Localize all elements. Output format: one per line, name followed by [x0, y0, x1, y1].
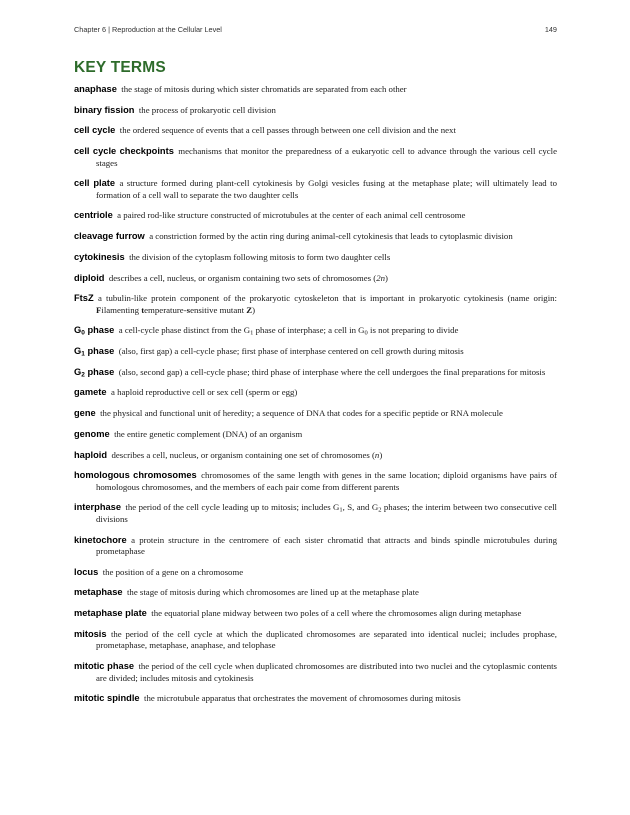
- glossary-entry: [74, 470, 557, 493]
- page-number: 149: [544, 25, 557, 34]
- glossary-term: cell cycle checkpoints: [74, 146, 174, 157]
- glossary-term: cytokinesis: [74, 251, 125, 262]
- glossary-definition: describes a cell, nucleus, or organism containing two sets of chromosomes (2n): [108, 272, 388, 283]
- glossary-definition: the microtubule apparatus that orchestrates the movement of chromosomes during mitosis: [144, 693, 461, 704]
- glossary-definition: a cell-cycle phase distinct from the $G_1$ phase of interphase; a cell in $G_0$ is not preparing to divide: [118, 325, 459, 337]
- glossary-term: diploid: [74, 272, 105, 283]
- glossary-term: kinetochore: [74, 534, 127, 545]
- glossary-entry: [74, 367, 557, 379]
- glossary-entry: [74, 693, 557, 705]
- glossary-definition: the division of the cytoplasm following mitosis to form two daughter cells: [129, 251, 391, 262]
- glossary-entry: [74, 346, 557, 358]
- glossary-term: metaphase plate: [74, 608, 147, 619]
- glossary-definition: (also, second gap) a cell-cycle phase; third phase of interphase where the cell undergoes the final preparations for mitosis: [118, 366, 546, 377]
- glossary-term: locus: [74, 566, 99, 577]
- glossary-entry: [74, 84, 557, 96]
- glossary-definition: a paired rod-like structure constructed of microtubules at the center of each animal cell centrosome: [117, 210, 466, 221]
- glossary-definition: the physical and functional unit of heredity; a sequence of DNA that codes for a specific peptide or RNA molecule: [100, 408, 503, 419]
- glossary-entry: [74, 661, 557, 684]
- glossary-term: $G_0$ phase: [74, 325, 115, 337]
- glossary-term: haploid: [74, 449, 108, 460]
- glossary-entry: [74, 273, 557, 285]
- glossary-entry: [74, 629, 557, 652]
- glossary-term: cell cycle: [74, 125, 116, 136]
- glossary-entry: [74, 125, 557, 137]
- glossary-entry: [74, 502, 557, 525]
- glossary-definition: the stage of mitosis during which sister chromatids are separated from each other: [121, 84, 407, 94]
- glossary-entry: [74, 146, 557, 169]
- glossary-entry: [74, 325, 557, 337]
- glossary-entry: [74, 252, 557, 264]
- glossary-definition: (also, first gap) a cell-cycle phase; first phase of interphase centered on cell growth during mitosis: [118, 346, 464, 357]
- glossary-definition: a structure formed during plant-cell cytokinesis by Golgi vesicles fusing at the metaphase plate; will ultimately lead to formation of a cell wall to separate the two daughter cells: [96, 178, 557, 200]
- glossary-definition: the equatorial plane midway between two poles of a cell where the chromosomes align during metaphase: [151, 608, 522, 619]
- glossary-term: FtsZ: [74, 293, 94, 304]
- glossary-definition: the ordered sequence of events that a cell passes through between one cell division and the next: [119, 125, 456, 136]
- glossary-definition: the entire genetic complement (DNA) of an organism: [114, 428, 303, 439]
- glossary-definition: the stage of mitosis during which chromosomes are lined up at the metaphase plate: [126, 587, 419, 598]
- glossary-definition: a constriction formed by the actin ring during animal-cell cytokinesis that leads to cytoplasmic division: [149, 231, 513, 242]
- glossary-term: gene: [74, 408, 96, 419]
- glossary-entry: [74, 567, 557, 579]
- glossary-definition: describes a cell, nucleus, or organism containing one set of chromosomes (n): [111, 449, 383, 460]
- glossary-term: homologous chromosomes: [74, 470, 197, 481]
- glossary-definition: the position of a gene on a chromosome: [102, 566, 244, 577]
- glossary-definition: a tubulin-like protein component of the prokaryotic cytoskeleton that is important in prokaryotic cytokinesis (name origin: Filamenting temperature-sensitive mutant Z): [96, 293, 557, 315]
- glossary-entry: [74, 387, 557, 399]
- glossary-definition: a protein structure in the centromere of each sister chromatid that attracts and binds spindle microtubules during prometaphase: [96, 534, 557, 557]
- glossary-term: gamete: [74, 387, 107, 398]
- glossary-entry: [74, 429, 557, 441]
- glossary-entry: [74, 178, 557, 201]
- chapter-label: Chapter 6 | Reproduction at the Cellular Level: [74, 25, 222, 34]
- glossary-entry: [74, 231, 557, 243]
- glossary-term: $G_2$ phase: [74, 366, 115, 379]
- glossary-entry: [74, 210, 557, 222]
- glossary-entry: [74, 408, 557, 420]
- glossary-definition: the period of the cell cycle leading up to mitosis; includes $G_1$, S, and $G_2$ phases; the interim between two consecutive cell divisions: [96, 502, 558, 524]
- glossary-term: cleavage furrow: [74, 231, 145, 242]
- glossary-entry: [74, 608, 557, 620]
- glossary-entry: [74, 587, 557, 599]
- glossary-term: interphase: [74, 502, 122, 513]
- glossary-definition: the period of the cell cycle at which the duplicated chromosomes are separated into identical nuclei; includes prophase, prometaphase, metaphase, anaphase, and telophase: [96, 628, 557, 651]
- glossary-entry: [74, 450, 557, 462]
- glossary-entry: [74, 535, 557, 558]
- key-terms-list: [74, 84, 557, 714]
- glossary-term: mitotic phase: [74, 661, 135, 671]
- glossary-term: binary fission: [74, 104, 135, 115]
- glossary-term: mitosis: [74, 628, 107, 639]
- glossary-definition: the period of the cell cycle when duplicated chromosomes are distributed into two nuclei and the cytoplasmic contents are divided; includes mitosis and cytokinesis: [96, 661, 557, 683]
- glossary-definition: chromosomes of the same length with genes in the same location; diploid organisms have pairs of homologous chromosomes, and the members of each pair come from different parents: [96, 470, 557, 492]
- section-title: KEY TERMS: [74, 59, 166, 76]
- glossary-entry: [74, 105, 557, 117]
- glossary-definition: mechanisms that monitor the preparedness of a eukaryotic cell to advance through the various cell cycle stages: [96, 146, 557, 168]
- glossary-term: metaphase: [74, 587, 123, 598]
- glossary-term: mitotic spindle: [74, 693, 140, 704]
- glossary-definition: the process of prokaryotic cell division: [138, 104, 276, 115]
- glossary-term: anaphase: [74, 84, 117, 94]
- glossary-definition: a haploid reproductive cell or sex cell (sperm or egg): [110, 387, 298, 398]
- glossary-entry: [74, 293, 557, 316]
- page-header: [74, 25, 557, 34]
- glossary-term: genome: [74, 428, 110, 439]
- glossary-term: $G_1$ phase: [74, 346, 115, 358]
- glossary-term: cell plate: [74, 178, 116, 189]
- glossary-term: centriole: [74, 210, 113, 221]
